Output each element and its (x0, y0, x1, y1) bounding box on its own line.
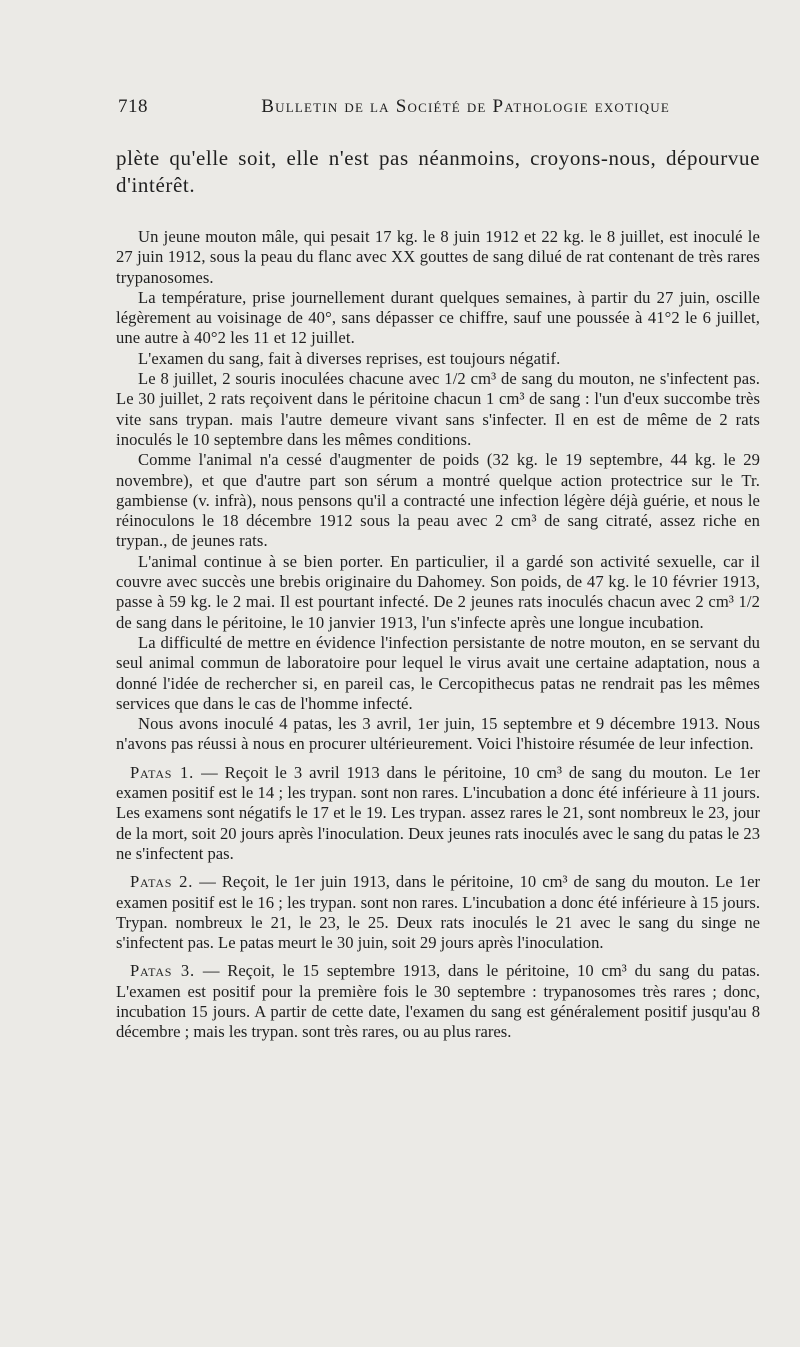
case-label: Patas 3. (130, 961, 195, 981)
page-number: 718 (118, 96, 148, 117)
paragraph: Un jeune mouton mâle, qui pesait 17 kg. le 8 juin 1912 et 22 kg. le 8 juillet, est inoculé le 27 juin 1912, sous la peau du flanc avec XX gouttes de sang dilué de rat contenant de très rares trypanosomes. (116, 227, 760, 287)
case-report-patas-3 (116, 961, 760, 1042)
paragraph: La température, prise journellement durant quelques semaines, à partir du 27 juin, oscille légèrement au voisinage de 40°, sans dépasser ce chiffre, sauf une poussée à 41°2 le 6 juillet, une autre à 40°2 les 11 et 12 juillet. (116, 287, 760, 348)
paragraph: La difficulté de mettre en évidence l'infection persistante de notre mouton, en se servant du seul animal commun de laboratoire pour lequel le virus avait une certaine adaptation, nous a donné l'idée de rechercher si, en pareil cas, le Cercopithecus patas ne rendrait pas les mêmes services que dans le cas de l'homme infecté. (116, 632, 760, 713)
paragraph: L'animal continue à se bien porter. En particulier, il a gardé son activité sexuelle, car il couvre avec succès une brebis originaire du Dahomey. Son poids, de 47 kg. le 10 février 1913, passe à 59 kg. le 2 mai. Il est pourtant infecté. De 2 jeunes rats inoculés chacun avec 2 cm³ 1/2 de sang dans le péritoine, le 10 janvier 1913, l'un s'infecte après une longue incubation. (116, 551, 760, 632)
case-report-patas-1 (116, 763, 760, 864)
paragraph: L'examen du sang, fait à diverses reprises, est toujours négatif. (138, 348, 561, 368)
case-report-patas-2 (116, 872, 760, 953)
paragraph: Nous avons inoculé 4 patas, les 3 avril, 1er juin, 15 septembre et 9 décembre 1913. Nous n'avons pas réussi à nous en procurer ultérieurement. Voici l'histoire résumée de leur infection. (116, 714, 760, 754)
case-label: Patas 1. (130, 762, 195, 782)
case-text: — Reçoit, le 15 septembre 1913, dans le péritoine, 10 cm³ du sang du patas. L'examen est positif pour la première fois le 30 septembre : trypanosomes très rares ; donc, incubation 15 jours. A partir de cette date, l'examen du sang est généralement positif jusqu'au 8 décembre ; mais les trypan. sont très rares, ou au plus rares. (116, 961, 760, 1042)
lead-paragraph: plète qu'elle soit, elle n'est pas néanmoins, croyons-nous, dépourvue d'intérêt. (116, 146, 760, 197)
case-text: — Reçoit le 3 avril 1913 dans le péritoine, 10 cm³ de sang du mouton. Le 1er examen positif est le 14 ; les trypan. sont non rares. L'incubation a donc été inférieure à 11 jours. Les examens sont négatifs le 17 et le 19. Les trypan. assez rares le 21, sont nombreux le 23, jour de la mort, soit 20 jours après l'inoculation. Deux jeunes rats inoculés avec le sang du patas le 23 ne s'infectent pas. (116, 762, 760, 863)
paragraph: Comme l'animal n'a cessé d'augmenter de poids (32 kg. le 19 septembre, 44 kg. le 29 novembre), et que d'autre part son sérum a montré quelque action protectrice sur le Tr. gambiense (v. infrà), nous pensons qu'il a contracté une infection légère déjà guérie, et nous le réinoculons le 18 décembre 1912 sous la peau avec 2 cm³ de sang citraté, assez riche en trypan., de jeunes rats. (116, 450, 760, 551)
article-body (116, 145, 760, 1043)
paragraph: Le 8 juillet, 2 souris inoculées chacune avec 1/2 cm³ de sang du mouton, ne s'infectent pas. Le 30 juillet, 2 rats reçoivent dans le péritoine chacun 1 cm³ de sang : l'un d'eux succombe très vite sans trypan. mais l'autre demeure vivant sans s'infecter. Il en est de même de 2 rats inoculés le 10 septembre dans les mêmes conditions. (116, 369, 760, 449)
case-label: Patas 2. (130, 872, 194, 892)
case-text: — Reçoit, le 1er juin 1913, dans le péritoine, 10 cm³ de sang du mouton. Le 1er examen positif est le 16 ; les trypan. sont non rares. L'incubation a donc été inférieure à 15 jours. Trypan. nombreux le 21, le 23, le 25. Deux rats inoculés le 21 avec le sang du singe ne s'infectent pas. Le patas meurt le 30 juin, soit 29 jours après l'inoculation. (116, 872, 760, 953)
journal-title: Bulletin de la Société de Pathologie exotique (261, 96, 670, 117)
running-header (118, 96, 670, 120)
